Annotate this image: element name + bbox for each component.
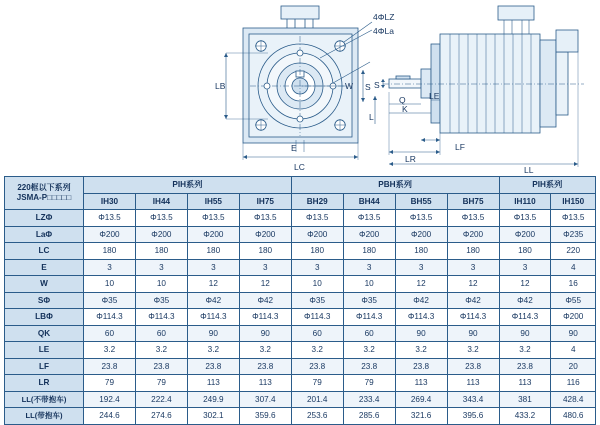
cell: 23.8: [135, 358, 187, 375]
row-label-lf: LF: [5, 358, 84, 375]
cell: Φ42: [499, 292, 551, 309]
cell: 381: [499, 391, 551, 408]
cell: 3: [84, 259, 136, 276]
group-header-pih2: PIH系列: [499, 177, 596, 194]
label-lf: LF: [455, 142, 465, 152]
motor-dimension-svg: [0, 0, 600, 175]
cell: Φ35: [291, 292, 343, 309]
cell: Φ200: [551, 309, 596, 326]
cell: Φ13.5: [395, 210, 447, 227]
cell: 60: [343, 325, 395, 342]
cell: 3: [135, 259, 187, 276]
label-le: LE: [429, 91, 440, 101]
label-s-right: S: [374, 80, 380, 90]
cell: Φ200: [291, 226, 343, 243]
cell: 220: [551, 243, 596, 260]
cell: 4: [551, 259, 596, 276]
cell: 180: [187, 243, 239, 260]
row-label-le: LE: [5, 342, 84, 359]
cell: 180: [395, 243, 447, 260]
label-w: W: [345, 81, 354, 91]
row-label-w: W: [5, 276, 84, 293]
cell: 321.6: [395, 408, 447, 425]
cell: Φ200: [239, 226, 291, 243]
cell: Φ200: [499, 226, 551, 243]
cell: Φ114.3: [343, 309, 395, 326]
row-label-s: SΦ: [5, 292, 84, 309]
corner-line-2: JSMA-P□□□□□: [16, 193, 72, 202]
row-label-lz: LZΦ: [5, 210, 84, 227]
cell: Φ13.5: [551, 210, 596, 227]
cell: Φ114.3: [135, 309, 187, 326]
cell: 359.6: [239, 408, 291, 425]
col-header-ih150: IH150: [551, 193, 596, 210]
cell: 180: [239, 243, 291, 260]
cell: Φ114.3: [291, 309, 343, 326]
cell: 60: [84, 325, 136, 342]
cell: 180: [291, 243, 343, 260]
cell: 12: [447, 276, 499, 293]
label-l: L: [369, 112, 374, 122]
row-label-ll-brake: LL(带抱车): [5, 408, 84, 425]
cell: Φ42: [395, 292, 447, 309]
row-label-la: LaΦ: [5, 226, 84, 243]
cell: 60: [291, 325, 343, 342]
cell: 90: [239, 325, 291, 342]
cell: 3.2: [187, 342, 239, 359]
table-row: [5, 226, 596, 243]
cell: Φ42: [187, 292, 239, 309]
cell: 113: [499, 375, 551, 392]
cell: 3.2: [447, 342, 499, 359]
cell: Φ200: [343, 226, 395, 243]
row-label-e: E: [5, 259, 84, 276]
cell: 79: [84, 375, 136, 392]
cell: 10: [291, 276, 343, 293]
dimension-table-area: [4, 176, 596, 425]
cell: 23.8: [447, 358, 499, 375]
cell: Φ114.3: [395, 309, 447, 326]
cell: 23.8: [499, 358, 551, 375]
table-row: [5, 325, 596, 342]
cell: 428.4: [551, 391, 596, 408]
table-row: [5, 259, 596, 276]
table-corner-cell: [5, 177, 84, 210]
cell: Φ13.5: [499, 210, 551, 227]
cell: 249.9: [187, 391, 239, 408]
cell: Φ42: [447, 292, 499, 309]
row-label-lr: LR: [5, 375, 84, 392]
table-row: [5, 276, 596, 293]
label-q: Q: [399, 95, 406, 105]
cell: 201.4: [291, 391, 343, 408]
cell: 3: [499, 259, 551, 276]
cell: 395.6: [447, 408, 499, 425]
cell: 23.8: [343, 358, 395, 375]
cell: 116: [551, 375, 596, 392]
cell: 343.4: [447, 391, 499, 408]
cell: Φ13.5: [343, 210, 395, 227]
cell: 3.2: [239, 342, 291, 359]
cell: Φ13.5: [135, 210, 187, 227]
cell: 90: [187, 325, 239, 342]
col-header-ih75: IH75: [239, 193, 291, 210]
cell: 233.4: [343, 391, 395, 408]
cell: 433.2: [499, 408, 551, 425]
cell: 302.1: [187, 408, 239, 425]
col-header-ih44: IH44: [135, 193, 187, 210]
cell: 307.4: [239, 391, 291, 408]
cell: Φ114.3: [239, 309, 291, 326]
cell: Φ200: [187, 226, 239, 243]
table-column-header-row: [5, 193, 596, 210]
cell: Φ13.5: [84, 210, 136, 227]
table-row: [5, 309, 596, 326]
cell: 269.4: [395, 391, 447, 408]
cell: 10: [84, 276, 136, 293]
cell: Φ13.5: [239, 210, 291, 227]
cell: 90: [395, 325, 447, 342]
label-s-left: S: [365, 82, 371, 92]
cell: 3.2: [291, 342, 343, 359]
cell: Φ114.3: [499, 309, 551, 326]
corner-line-1: 220框以下系列: [17, 183, 71, 192]
table-row: [5, 292, 596, 309]
table-group-header-row: [5, 177, 596, 194]
cell: 23.8: [187, 358, 239, 375]
row-label-ll-no-brake: LL(不带抱车): [5, 391, 84, 408]
cell: 3: [291, 259, 343, 276]
cell: 90: [551, 325, 596, 342]
cell: 244.6: [84, 408, 136, 425]
cell: 20: [551, 358, 596, 375]
table-row: [5, 391, 596, 408]
group-header-pih1: PIH系列: [84, 177, 292, 194]
col-header-bh75: BH75: [447, 193, 499, 210]
cell: Φ13.5: [187, 210, 239, 227]
cell: 3: [239, 259, 291, 276]
group-header-pbh: PBH系列: [291, 177, 499, 194]
label-k: K: [402, 104, 408, 114]
cell: 10: [343, 276, 395, 293]
cell: Φ35: [343, 292, 395, 309]
cell: 113: [395, 375, 447, 392]
cell: 12: [395, 276, 447, 293]
cell: 90: [499, 325, 551, 342]
cell: 4: [551, 342, 596, 359]
table-row: [5, 210, 596, 227]
cell: 90: [447, 325, 499, 342]
table-head: [5, 177, 596, 210]
label-lc: LC: [294, 162, 305, 172]
cell: 12: [499, 276, 551, 293]
cell: 285.6: [343, 408, 395, 425]
cell: 16: [551, 276, 596, 293]
label-e: E: [291, 143, 297, 153]
cell: 180: [135, 243, 187, 260]
cell: 23.8: [395, 358, 447, 375]
cell: 480.6: [551, 408, 596, 425]
cell: Φ235: [551, 226, 596, 243]
cell: 180: [343, 243, 395, 260]
cell: 79: [343, 375, 395, 392]
label-lr: LR: [405, 154, 416, 164]
dimension-table: [4, 176, 596, 425]
cell: 79: [135, 375, 187, 392]
cell: 192.4: [84, 391, 136, 408]
cell: Φ200: [447, 226, 499, 243]
table-body: [5, 210, 596, 425]
cell: 3.2: [135, 342, 187, 359]
label-ll: LL: [524, 165, 534, 175]
cell: 60: [135, 325, 187, 342]
cell: Φ35: [135, 292, 187, 309]
cell: Φ114.3: [84, 309, 136, 326]
cell: 274.6: [135, 408, 187, 425]
cell: Φ200: [395, 226, 447, 243]
cell: Φ200: [135, 226, 187, 243]
cell: Φ200: [84, 226, 136, 243]
cell: 253.6: [291, 408, 343, 425]
cell: 79: [291, 375, 343, 392]
cell: Φ13.5: [447, 210, 499, 227]
cell: Φ55: [551, 292, 596, 309]
table-row: [5, 342, 596, 359]
cell: 3: [395, 259, 447, 276]
cell: 180: [499, 243, 551, 260]
cell: Φ114.3: [447, 309, 499, 326]
cell: 113: [187, 375, 239, 392]
col-header-ih55: IH55: [187, 193, 239, 210]
cell: 12: [187, 276, 239, 293]
cell: 222.4: [135, 391, 187, 408]
cell: 3: [447, 259, 499, 276]
col-header-bh55: BH55: [395, 193, 447, 210]
col-header-ih110: IH110: [499, 193, 551, 210]
cell: 180: [447, 243, 499, 260]
cell: 3.2: [84, 342, 136, 359]
table-row: [5, 243, 596, 260]
cell: 3.2: [395, 342, 447, 359]
cell: 3: [187, 259, 239, 276]
col-header-bh44: BH44: [343, 193, 395, 210]
dimension-drawing: [0, 0, 600, 175]
cell: 3.2: [343, 342, 395, 359]
cell: Φ35: [84, 292, 136, 309]
cell: Φ42: [239, 292, 291, 309]
cell: Φ114.3: [187, 309, 239, 326]
cell: 180: [84, 243, 136, 260]
row-label-lc: LC: [5, 243, 84, 260]
cell: 3: [343, 259, 395, 276]
label-lz: 4ΦLZ: [373, 12, 395, 22]
row-label-lb: LBΦ: [5, 309, 84, 326]
cell: 10: [135, 276, 187, 293]
row-label-qk: QK: [5, 325, 84, 342]
col-header-bh29: BH29: [291, 193, 343, 210]
cell: 12: [239, 276, 291, 293]
label-lb: LB: [215, 81, 226, 91]
cell: 23.8: [291, 358, 343, 375]
cell: 23.8: [84, 358, 136, 375]
table-row: [5, 358, 596, 375]
cell: 3.2: [499, 342, 551, 359]
cell: 23.8: [239, 358, 291, 375]
cell: 113: [239, 375, 291, 392]
cell: 113: [447, 375, 499, 392]
table-row: [5, 375, 596, 392]
col-header-ih30: IH30: [84, 193, 136, 210]
label-la: 4ΦLa: [373, 26, 394, 36]
cell: Φ13.5: [291, 210, 343, 227]
table-row: [5, 408, 596, 425]
